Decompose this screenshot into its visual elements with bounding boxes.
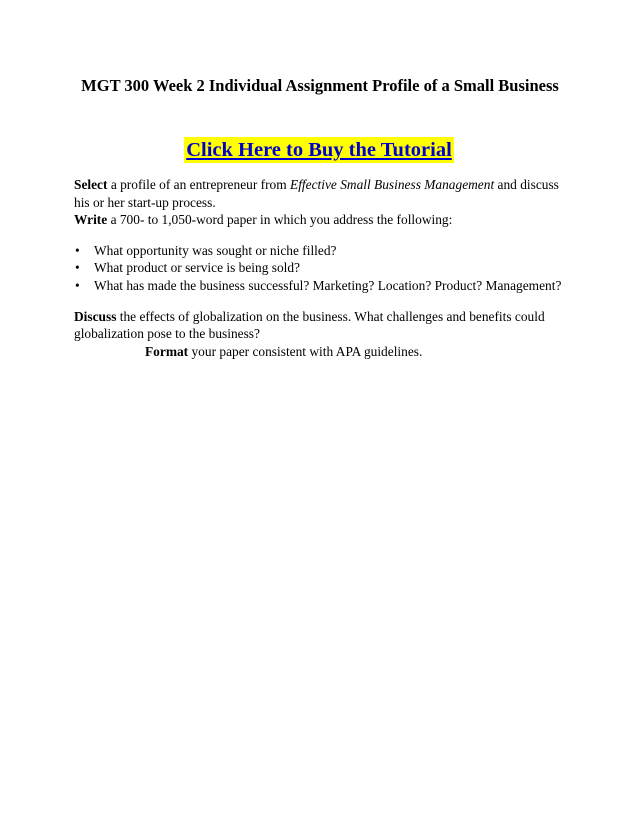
question-list bbox=[74, 242, 574, 295]
select-text-start: a profile of an entrepreneur from bbox=[107, 177, 291, 192]
format-text: your paper consistent with APA guidelines. bbox=[188, 343, 423, 359]
bullet-icon: • bbox=[75, 260, 80, 276]
write-paragraph bbox=[74, 211, 574, 229]
bullet-icon: • bbox=[75, 242, 80, 258]
bullet-icon: • bbox=[75, 277, 80, 293]
document-body bbox=[74, 176, 574, 360]
write-text: a 700- to 1,050-word paper in which you address the following: bbox=[107, 212, 453, 228]
list-item-text: What product or service is being sold? bbox=[94, 260, 301, 276]
select-keyword: Select bbox=[74, 177, 108, 192]
list-item-text: What opportunity was sought or niche filled? bbox=[94, 242, 337, 258]
cta-container bbox=[0, 137, 638, 163]
list-item bbox=[74, 242, 574, 260]
list-item bbox=[74, 259, 574, 277]
discuss-text: the effects of globalization on the business. What challenges and benefits could globalization pose to the business? bbox=[74, 308, 545, 342]
select-paragraph bbox=[74, 176, 574, 211]
format-paragraph bbox=[74, 343, 574, 361]
list-item bbox=[74, 277, 574, 295]
buy-tutorial-link[interactable]: Click Here to Buy the Tutorial bbox=[186, 139, 452, 161]
discuss-paragraph bbox=[74, 308, 574, 343]
list-item-text: What has made the business successful? Marketing? Location? Product? Management? bbox=[94, 277, 562, 293]
book-title: Effective Small Business Management bbox=[290, 177, 495, 192]
format-keyword: Format bbox=[145, 343, 189, 359]
select-text-end: and discuss his or her start-up process. bbox=[74, 177, 559, 210]
discuss-keyword: Discuss bbox=[74, 308, 117, 324]
write-keyword: Write bbox=[74, 212, 108, 228]
document-title: MGT 300 Week 2 Individual Assignment Profile of a Small Business bbox=[81, 76, 559, 95]
